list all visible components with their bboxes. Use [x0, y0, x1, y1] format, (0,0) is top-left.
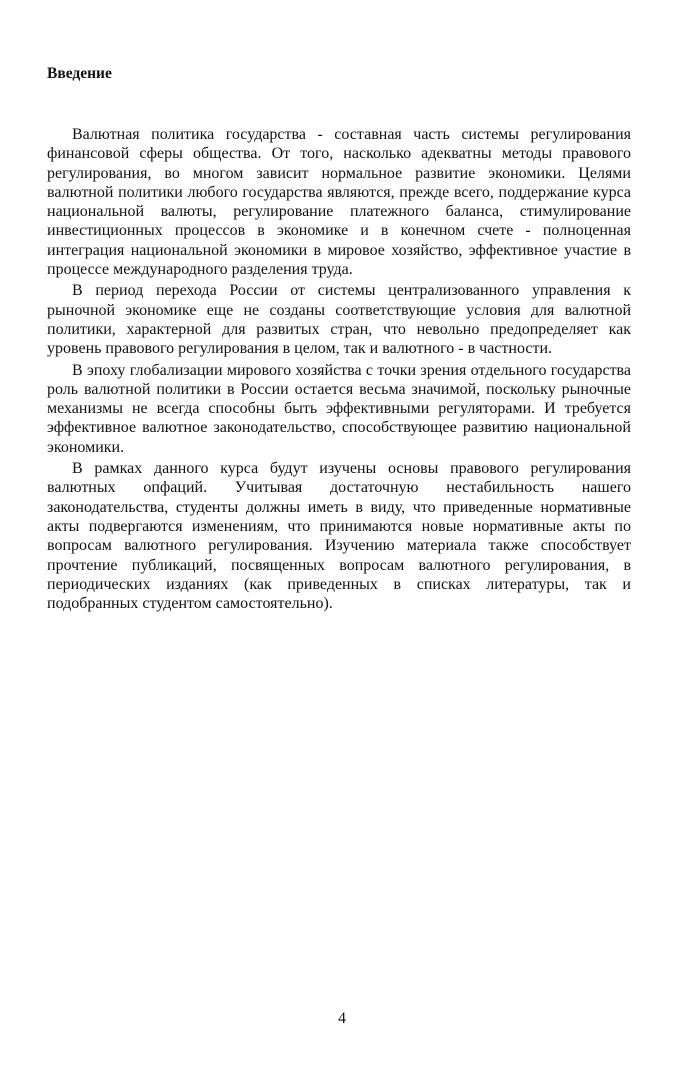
paragraph: В рамках данного курса будут изучены основы правового регулирования валютных опфаций. Учитывая достаточную нестабильность нашего законодательства, студенты должны иметь в виду, что приведенные нормативные акты подвергаются изменениям, что принимаются новые нормативные акты по вопросам валютного регулирования. Изучению материала также способствует прочтение публикаций, посвященных вопросам валютного регулирования, в периодических изданиях (как приведенных в списках литературы, так и подобранных студентом самостоятельно). [47, 460, 631, 613]
paragraph: В эпоху глобализации мирового хозяйства с точки зрения отдельного государства роль валютной политики в России остается весьма значимой, поскольку рыночные механизмы не всегда способны быть эффективными регуляторами. И требуется эффективное валютное законодательство, способствующее развитию национальной экономики. [47, 361, 631, 456]
body-text [47, 125, 631, 613]
page-number: 4 [338, 1010, 346, 1027]
paragraph: Валютная политика государства - составная часть системы регулирования финансовой сферы общества. От того, насколько адекватны методы правового регулирования, во многом зависит нормальное развитие экономики. Целями валютной политики любого государства являются, прежде всего, поддержание курса национальной валюты, регулирование платежного баланса, стимулирование инвестиционных процессов в экономике и в конечном счете - полноценная интеграция национальной экономики в мировое хозяйство, эффективное участие в процессе международного разделения труда. [47, 126, 631, 279]
section-heading: Введение [47, 65, 112, 82]
paragraph: В период перехода России от системы централизованного управления к рыночной экономике еще не созданы соответствующие условия для валютной политики, характерной для развитых стран, что невольно предопределяет как уровень правового регулирования в целом, так и валютного - в частности. [47, 282, 631, 358]
document-page [47, 62, 631, 615]
